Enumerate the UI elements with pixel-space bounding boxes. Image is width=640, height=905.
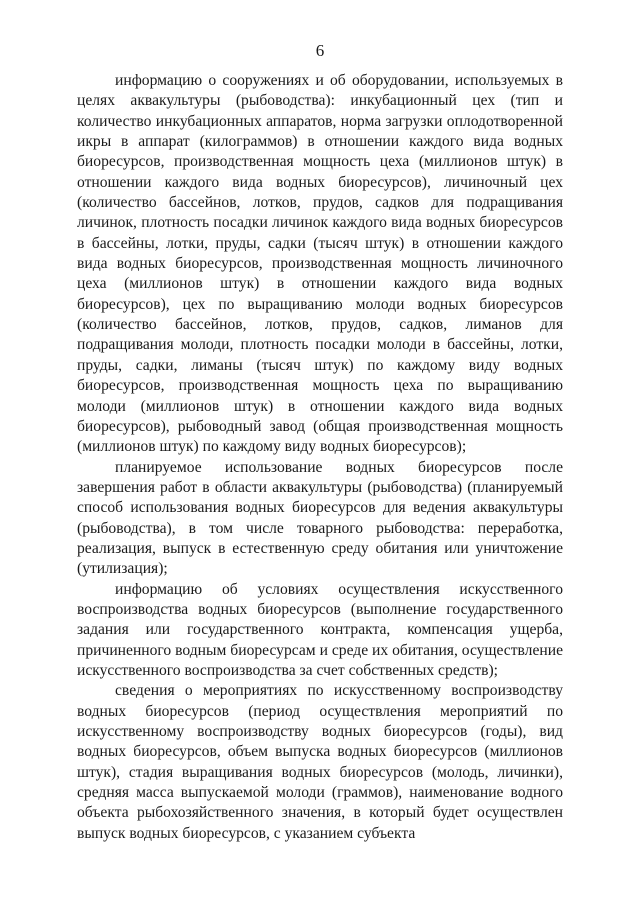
paragraph-reproduction-conditions: информацию об условиях осуществления искусственного воспроизводства водных биоресурсов (выполнение государственного задания или государственного контракта, компенсация ущерба, причиненного водным биоресурсам и среде их обитания, осуществление искусственного воспроизводства за счет собственных средств);	[77, 580, 563, 679]
paragraph-facilities-equipment: информацию о сооружениях и об оборудовании, используемых в целях аквакультуры (рыбоводства): инкубационный цех (тип и количество инкубационных аппаратов, норма загрузки оплодотворенной икры в аппарат (килограммов) в отношении каждого вида водных биоресурсов, производственная мощность цеха (миллионов штук) в отношении каждого вида водных биоресурсов), личиночный цех (количество бассейнов, лотков, прудов, садков для подращивания личинок, плотность посадки личинок каждого вида водных биоресурсов в бассейны, лотки, пруды, садки (тысяч штук) в отношении каждого вида водных биоресурсов, производственная мощность личиночного цеха (миллионов штук) в отношении каждого вида водных биоресурсов), цех по выращиванию молоди водных биоресурсов (количество бассейнов, лотков, прудов, садков, лиманов для подращивания молоди, плотность посадки молоди в бассейны, лотки, пруды, садки, лиманы (тысяч штук) по каждому виду водных биоресурсов, производственная мощность цеха по выращиванию молоди (миллионов штук) в отношении каждого вида водных биоресурсов), рыбоводный завод (общая производственная мощность (миллионов штук) по каждому виду водных биоресурсов);	[77, 72, 563, 456]
document-body	[77, 71, 563, 844]
paragraph-planned-use: планируемое использование водных биоресурсов после завершения работ в области аквакультуры (рыбоводства) (планируемый способ использования водных биоресурсов для ведения аквакультуры (рыбоводства), в том числе товарного рыбоводства: переработка, реализация, выпуск в естественную среду обитания или уничтожение (утилизация);	[77, 458, 563, 578]
paragraph-reproduction-measures: сведения о мероприятиях по искусственному воспроизводству водных биоресурсов (период осуществления мероприятий по искусственному воспроизводству водных биоресурсов (годы), вид водных биоресурсов, объем выпуска водных биоресурсов (миллионов штук), стадия выращивания водных биоресурсов (молодь, личинки), средняя масса выпускаемой молоди (граммов), наименование водного объекта рыбохозяйственного значения, в который будет осуществлен выпуск водных биоресурсов, с указанием субъекта	[77, 682, 563, 842]
page-number: 6	[315, 41, 325, 60]
